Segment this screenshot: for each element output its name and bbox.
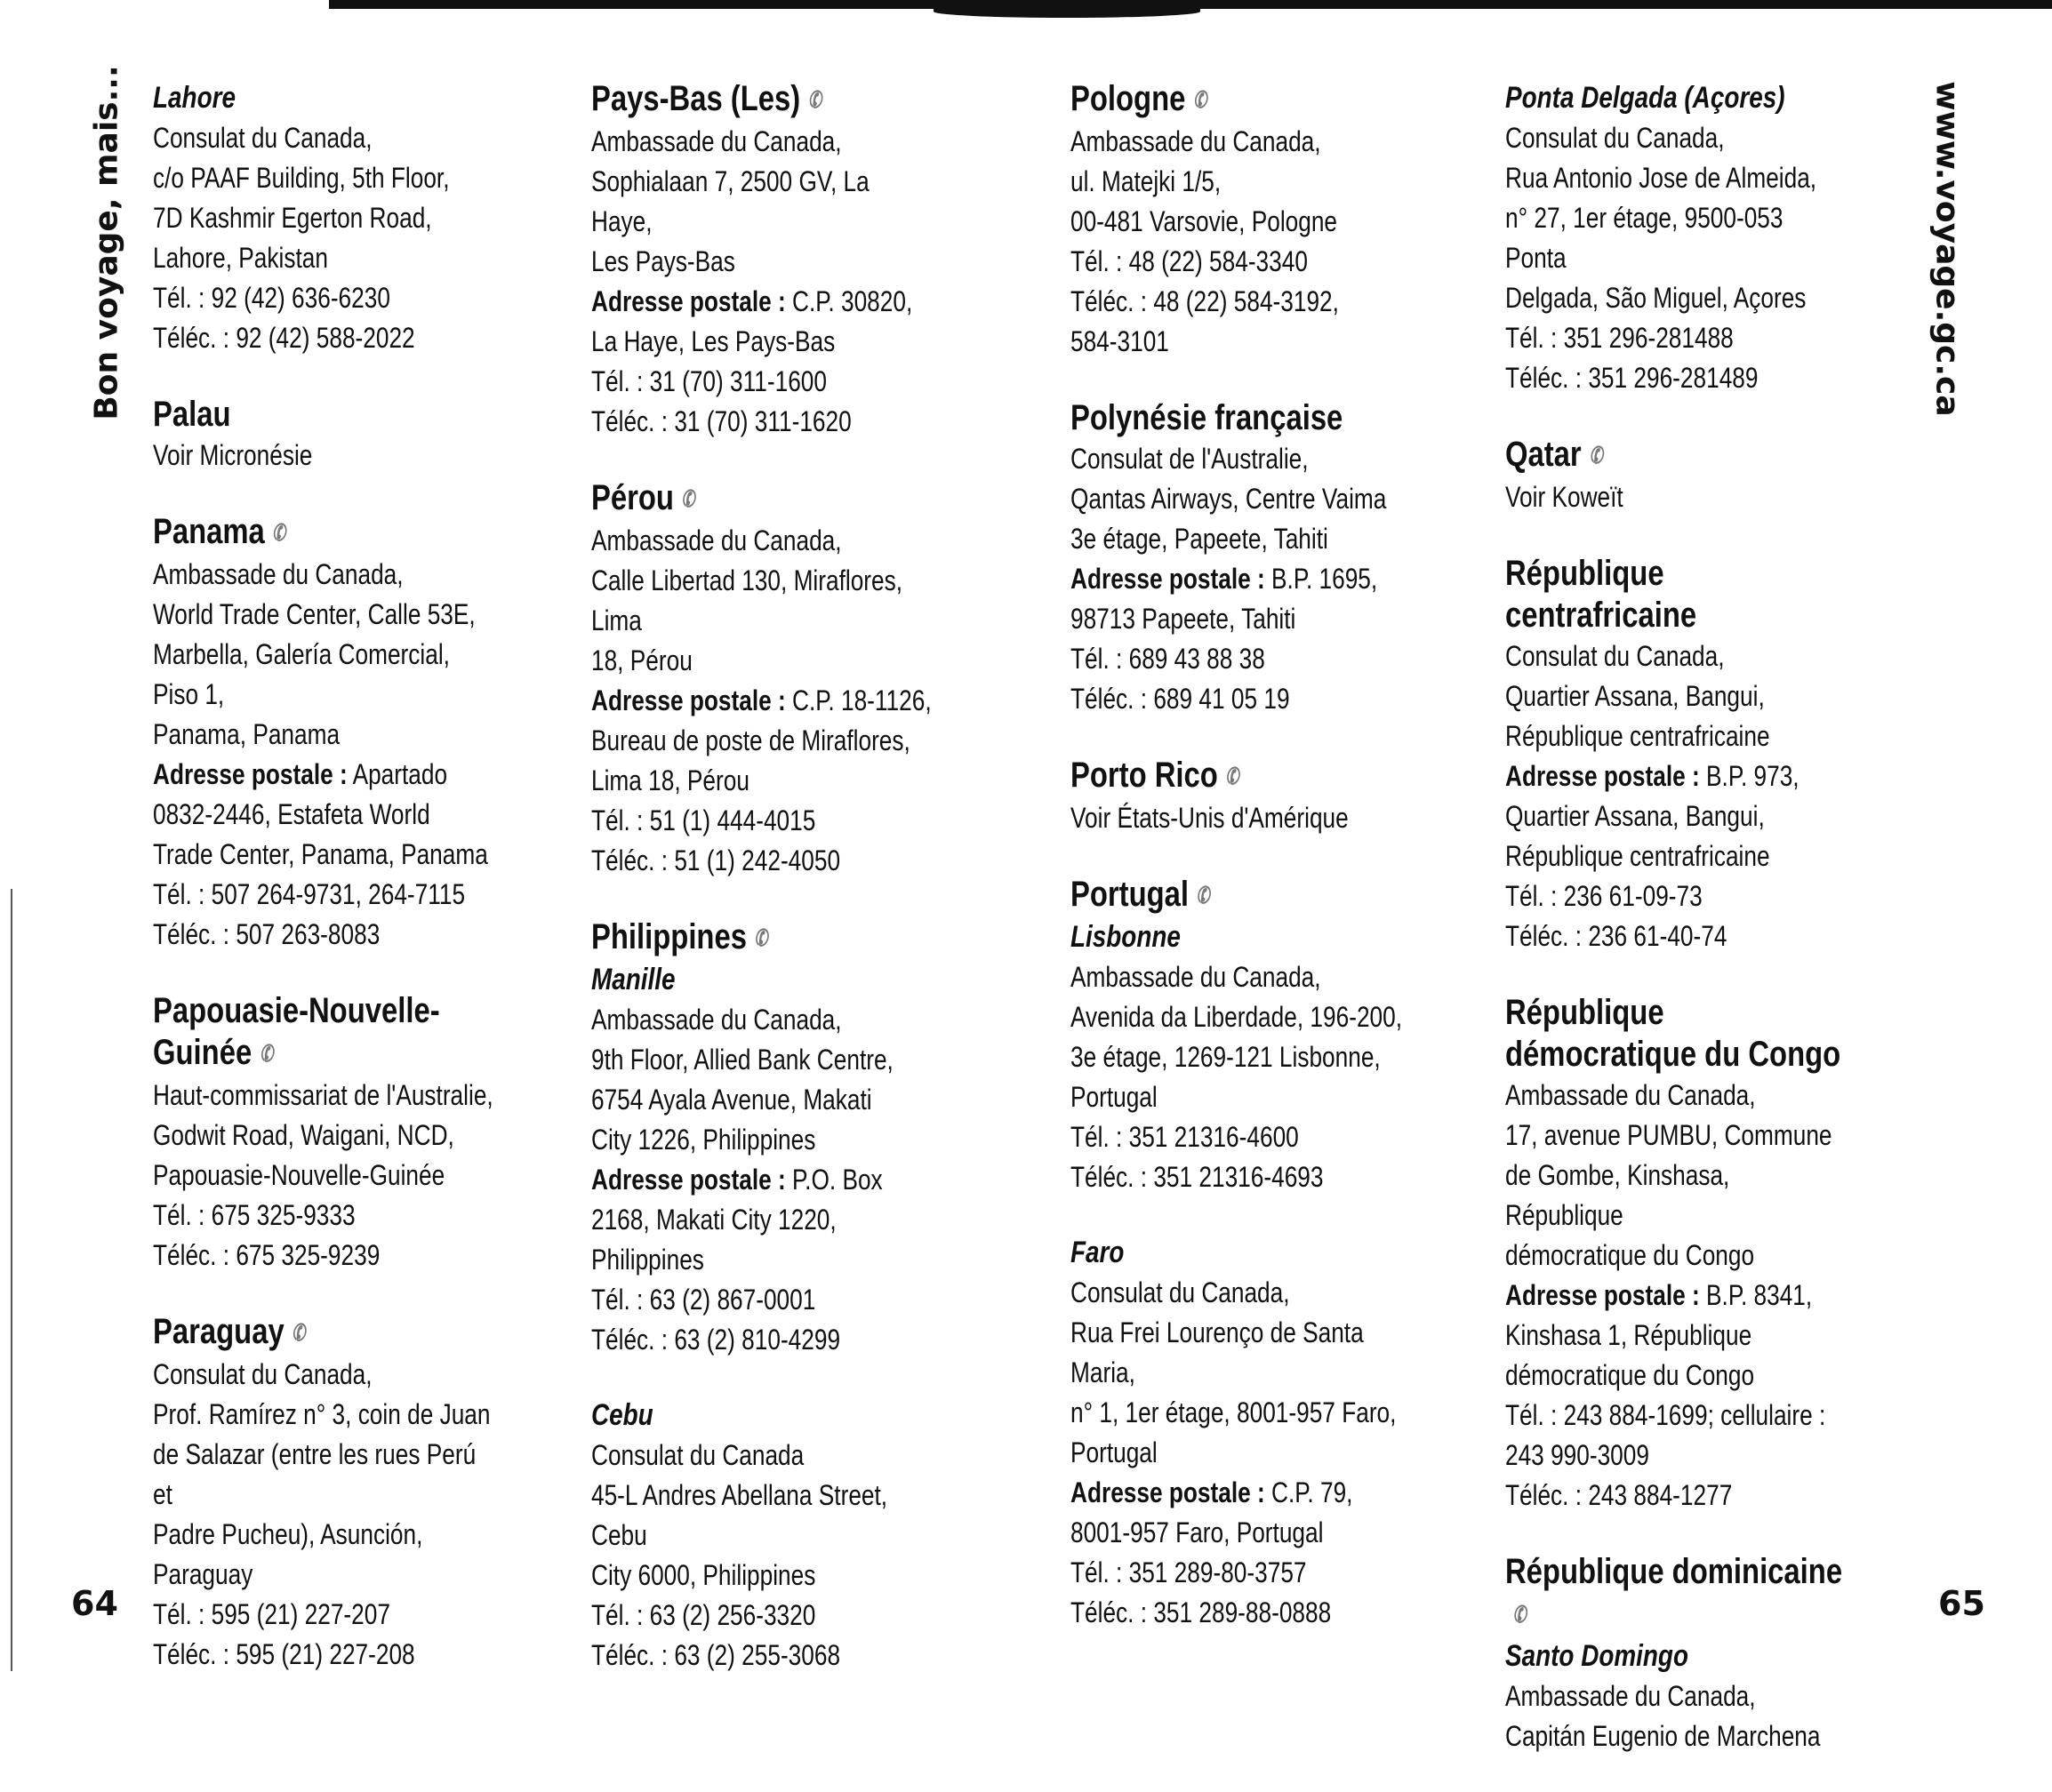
contact-line: Téléc. : 507 263-8083 — [153, 917, 381, 950]
directory-entry — [1070, 78, 1413, 362]
address-line: Lahore, Pakistan — [153, 242, 328, 274]
address-line: World Trade Center, Calle 53E, — [153, 597, 476, 630]
contact-line: Téléc. : 236 61-40-74 — [1505, 919, 1727, 952]
country-name — [153, 394, 495, 436]
country-name — [591, 477, 934, 521]
phone-icon: ✆ — [288, 1319, 309, 1348]
address-line: n° 27, 1er étage, 9500-053 Ponta — [1505, 202, 1783, 274]
country-name — [1505, 553, 1848, 636]
address-line: Tél. : 63 (2) 256-3320 — [591, 1598, 816, 1631]
address-line: Ambassade du Canada, — [1505, 1679, 1756, 1712]
address-line: Godwit Road, Waigani, NCD, — [153, 1118, 454, 1151]
country-name-text: République centrafricaine — [1505, 553, 1697, 635]
column-4 — [1505, 78, 1848, 1792]
country-name-text: Panama — [153, 512, 265, 551]
country-name — [1070, 874, 1413, 917]
address-line: Papouasie-Nouvelle-Guinée — [153, 1158, 445, 1191]
contact-line: Téléc. : 63 (2) 810-4299 — [591, 1323, 841, 1356]
city-name: Manille — [591, 962, 676, 996]
contact-line: Tél. : 63 (2) 867-0001 — [591, 1283, 816, 1316]
city-name: Faro — [1070, 1235, 1125, 1269]
address-line: 7D Kashmir Egerton Road, — [153, 202, 432, 234]
country-name-text: Porto Rico — [1070, 755, 1218, 795]
country-name-text: République dominicaine — [1505, 1551, 1843, 1591]
address-line: Tél. : 595 (21) 227-207 — [153, 1597, 390, 1630]
address-line: Voir Koweït — [1505, 480, 1623, 513]
page-number-right: 65 — [1938, 1584, 1985, 1623]
directory-entry — [1505, 78, 1848, 398]
directory-entry — [591, 78, 934, 442]
directory-entry — [1070, 397, 1413, 719]
country-name — [1070, 755, 1413, 798]
country-name-text: Palau — [153, 395, 231, 434]
country-name — [1505, 1551, 1848, 1636]
address-line: Tél. : 351 296-281488 — [1505, 322, 1734, 354]
directory-entry — [1070, 1233, 1413, 1633]
country-name-text: République démocratique du Congo — [1505, 992, 1841, 1074]
country-name-text: Pérou — [591, 477, 674, 517]
postal-label: Adresse postale : — [1505, 759, 1700, 792]
country-name-text: Papouasie-Nouvelle-Guinée — [153, 990, 440, 1072]
postal-label: Adresse postale : — [1070, 562, 1265, 595]
address-line: Calle Libertad 130, Miraflores, Lima — [591, 564, 903, 636]
postal-address — [1070, 1473, 1413, 1553]
address-line: Consulat du Canada, — [153, 122, 373, 154]
address-line: Tél. : 48 (22) 584-3340 — [1070, 244, 1308, 277]
country-name-text: Polynésie française — [1070, 397, 1343, 437]
address-line: République centrafricaine — [1505, 719, 1770, 752]
address-line: City 6000, Philippines — [591, 1558, 816, 1591]
contact-line: Tél. : 236 61-09-73 — [1505, 879, 1703, 912]
directory-entry — [153, 1311, 495, 1675]
address-line: Voir États-Unis d'Amérique — [1070, 801, 1349, 834]
postal-address — [591, 282, 934, 362]
directory-entry — [1070, 755, 1413, 838]
directory-entry — [153, 78, 495, 358]
country-name — [153, 990, 495, 1076]
address-line: 3e étage, Papeete, Tahiti — [1070, 522, 1328, 555]
phone-icon: ✆ — [1192, 882, 1214, 911]
phone-icon: ✆ — [256, 1040, 277, 1069]
phone-icon: ✆ — [750, 924, 772, 954]
phone-icon: ✆ — [1585, 442, 1607, 471]
address-line: Les Pays-Bas — [591, 244, 735, 277]
address-line: Ambassade du Canada, — [1070, 124, 1321, 157]
address-line: 6754 Ayala Avenue, Makati — [591, 1083, 872, 1116]
address-line: Haut-commissariat de l'Australie, — [153, 1078, 493, 1111]
postal-address-value: Apartado 0832-2446, Estafeta World Trade Center, Panama, Panama — [153, 757, 488, 870]
directory-entry — [153, 511, 495, 955]
address-line: c/o PAAF Building, 5th Floor, — [153, 162, 450, 194]
address-line: de Gombe, Kinshasa, République — [1505, 1158, 1730, 1231]
address-line: Tél. : 351 21316-4600 — [1070, 1120, 1299, 1153]
address-line: Marbella, Galería Comercial, Piso 1, — [153, 637, 450, 710]
address-line: Téléc. : 351 296-281489 — [1505, 362, 1759, 394]
postal-address-value: P.O. Box 2168, Makati City 1220, Philippines — [591, 1163, 883, 1276]
address-line: Avenida da Liberdade, 196-200, — [1070, 1000, 1403, 1033]
address-line: Téléc. : 351 21316-4693 — [1070, 1160, 1324, 1193]
contact-line: Téléc. : 351 289-88-0888 — [1070, 1596, 1332, 1628]
address-line: Consulat du Canada, — [1070, 1276, 1290, 1308]
postal-address — [153, 755, 495, 875]
address-line: Capitán Eugenio de Marchena — [1505, 1719, 1821, 1752]
address-line: Rua Antonio Jose de Almeida, — [1505, 162, 1817, 194]
contact-line: Téléc. : 51 (1) 242-4050 — [591, 844, 841, 876]
address-line: Téléc. : 595 (21) 227-208 — [153, 1637, 415, 1670]
address-line: Rua Frei Lourenço de Santa Maria, — [1070, 1316, 1364, 1388]
country-name-text: Philippines — [591, 916, 747, 956]
address-line: Ambassade du Canada, — [1070, 960, 1321, 993]
address-line: Delgada, São Miguel, Açores — [1505, 282, 1807, 314]
page-number-left: 64 — [71, 1584, 118, 1623]
address-line: 9th Floor, Allied Bank Centre, — [591, 1043, 894, 1076]
country-name — [591, 916, 934, 960]
country-name — [153, 511, 495, 555]
directory-entry — [153, 394, 495, 476]
address-line: Téléc. : 63 (2) 255-3068 — [591, 1638, 841, 1671]
address-line: de Salazar (entre les rues Perú et — [153, 1437, 477, 1510]
city-name: Lisbonne — [1070, 919, 1181, 954]
address-line: Sophialaan 7, 2500 GV, La Haye, — [591, 164, 870, 237]
column-2 — [591, 78, 934, 1711]
phone-icon: ✆ — [805, 86, 826, 116]
address-line: Tél. : 92 (42) 636-6230 — [153, 282, 390, 314]
address-line: Ambassade du Canada, — [591, 524, 842, 556]
contact-line: Tél. : 351 289-80-3757 — [1070, 1556, 1307, 1588]
address-line: Tél. : 675 325-9333 — [153, 1198, 356, 1231]
postal-label: Adresse postale : — [591, 1163, 786, 1196]
column-3 — [1070, 78, 1413, 1668]
postal-address-value: B.P. 8341, Kinshasa 1, République démocratique du Congo — [1505, 1278, 1813, 1391]
country-name-text: Qatar — [1505, 435, 1582, 474]
postal-address-value: C.P. 30820, La Haye, Les Pays-Bas — [591, 284, 913, 357]
postal-address — [1505, 1276, 1848, 1396]
address-line: 00-481 Varsovie, Pologne — [1070, 204, 1338, 237]
address-line: Qantas Airways, Centre Vaima — [1070, 482, 1387, 515]
contact-line: Tél. : 51 (1) 444-4015 — [591, 804, 816, 836]
city-name: Lahore — [153, 81, 236, 115]
phone-icon: ✆ — [1190, 86, 1211, 116]
country-name — [1505, 434, 1848, 477]
directory-entry — [1505, 434, 1848, 517]
postal-address — [591, 681, 934, 801]
postal-label: Adresse postale : — [1505, 1278, 1700, 1311]
address-line: City 1226, Philippines — [591, 1123, 816, 1156]
city-name: Santo Domingo — [1505, 1638, 1688, 1673]
postal-address-value: B.P. 973, Quartier Assana, Bangui, République centrafricaine — [1505, 759, 1800, 872]
address-line: Téléc. : 92 (42) 588-2022 — [153, 322, 415, 354]
postal-address — [1505, 756, 1848, 876]
contact-line: Tél. : 507 264-9731, 264-7115 — [153, 877, 466, 910]
phone-icon: ✆ — [1222, 763, 1243, 792]
country-name — [1070, 397, 1413, 439]
directory-entry — [1505, 553, 1848, 956]
address-line: Consulat de l'Australie, — [1070, 442, 1309, 475]
address-line: Prof. Ramírez n° 3, coin de Juan — [153, 1397, 491, 1430]
address-line: Ambassade du Canada, — [591, 1003, 842, 1036]
binding-line — [11, 889, 12, 1671]
address-line: Consulat du Canada, — [1505, 122, 1725, 154]
contact-line: Tél. : 243 884-1699; cellulaire : 243 990-3009 — [1505, 1398, 1826, 1471]
postal-label: Adresse postale : — [153, 757, 348, 790]
directory-entry — [153, 990, 495, 1276]
postal-address-value: B.P. 1695, 98713 Papeete, Tahiti — [1070, 562, 1378, 635]
contact-line: Téléc. : 243 884-1277 — [1505, 1478, 1733, 1511]
top-rule-bump — [934, 5, 1200, 18]
city-name: Ponta Delgada (Açores) — [1505, 81, 1785, 115]
postal-address — [591, 1160, 934, 1280]
country-name-text: Portugal — [1070, 874, 1190, 914]
address-line: 17, avenue PUMBU, Commune — [1505, 1118, 1832, 1151]
directory-entry — [591, 477, 934, 881]
country-name — [591, 78, 934, 122]
address-line: n° 1, 1er étage, 8001-957 Faro, — [1070, 1396, 1397, 1428]
country-name-text: Pays-Bas (Les) — [591, 79, 801, 118]
address-line: Téléc. : 675 325-9239 — [153, 1238, 381, 1271]
address-line: Consulat du Canada — [591, 1438, 805, 1471]
address-line: démocratique du Congo — [1505, 1238, 1755, 1271]
left-margin-title: Bon voyage, mais... — [88, 64, 125, 420]
directory-entry — [1505, 1551, 1848, 1756]
country-name-text: Paraguay — [153, 1311, 285, 1351]
address-line: Panama, Panama — [153, 717, 341, 750]
directory-entry — [1505, 992, 1848, 1516]
country-name-text: Pologne — [1070, 79, 1186, 118]
phone-icon: ✆ — [1509, 1601, 1530, 1630]
right-margin-url: www.voyage.gc.ca — [1928, 81, 1966, 417]
address-line: Quartier Assana, Bangui, — [1505, 679, 1765, 712]
contact-line: Tél. : 31 (70) 311-1600 — [591, 364, 827, 397]
country-name — [1070, 78, 1413, 122]
postal-label: Adresse postale : — [591, 684, 786, 716]
address-line: Ambassade du Canada, — [153, 557, 404, 590]
postal-address-value: C.P. 18-1126, Bureau de poste de Miraflores, Lima 18, Pérou — [591, 684, 932, 796]
column-1 — [153, 78, 495, 1710]
address-line: 584-3101 — [1070, 324, 1169, 357]
country-name — [1505, 992, 1848, 1076]
city-name: Cebu — [591, 1397, 653, 1432]
postal-address-value: C.P. 79, 8001-957 Faro, Portugal — [1070, 1476, 1353, 1548]
country-name — [153, 1311, 495, 1355]
phone-icon: ✆ — [269, 519, 290, 548]
address-line: Padre Pucheu), Asunción, Paraguay — [153, 1517, 423, 1590]
directory-entry — [591, 1396, 934, 1676]
postal-label: Adresse postale : — [1070, 1476, 1265, 1508]
address-line: 3e étage, 1269-121 Lisbonne, — [1070, 1040, 1381, 1073]
contact-line: Téléc. : 31 (70) 311-1620 — [591, 404, 852, 437]
address-line: 45-L Andres Abellana Street, Cebu — [591, 1478, 888, 1551]
address-line: Voir Micronésie — [153, 439, 313, 471]
address-line: Consulat du Canada, — [153, 1357, 373, 1390]
contact-line: Téléc. : 689 41 05 19 — [1070, 682, 1290, 715]
address-line: Portugal — [1070, 1080, 1158, 1113]
directory-entry — [591, 916, 934, 1360]
address-line: Ambassade du Canada, — [591, 124, 842, 157]
address-line: ul. Matejki 1/5, — [1070, 164, 1222, 197]
postal-label: Adresse postale : — [591, 284, 786, 317]
address-line: Consulat du Canada, — [1505, 639, 1725, 672]
postal-address — [1070, 559, 1413, 639]
phone-icon: ✆ — [677, 485, 699, 515]
directory-entry — [1070, 874, 1413, 1197]
address-line: Téléc. : 48 (22) 584-3192, — [1070, 284, 1339, 317]
address-line: Portugal — [1070, 1436, 1158, 1468]
address-line: Ambassade du Canada, — [1505, 1078, 1756, 1111]
address-line: 18, Pérou — [591, 644, 693, 676]
contact-line: Tél. : 689 43 88 38 — [1070, 642, 1265, 675]
